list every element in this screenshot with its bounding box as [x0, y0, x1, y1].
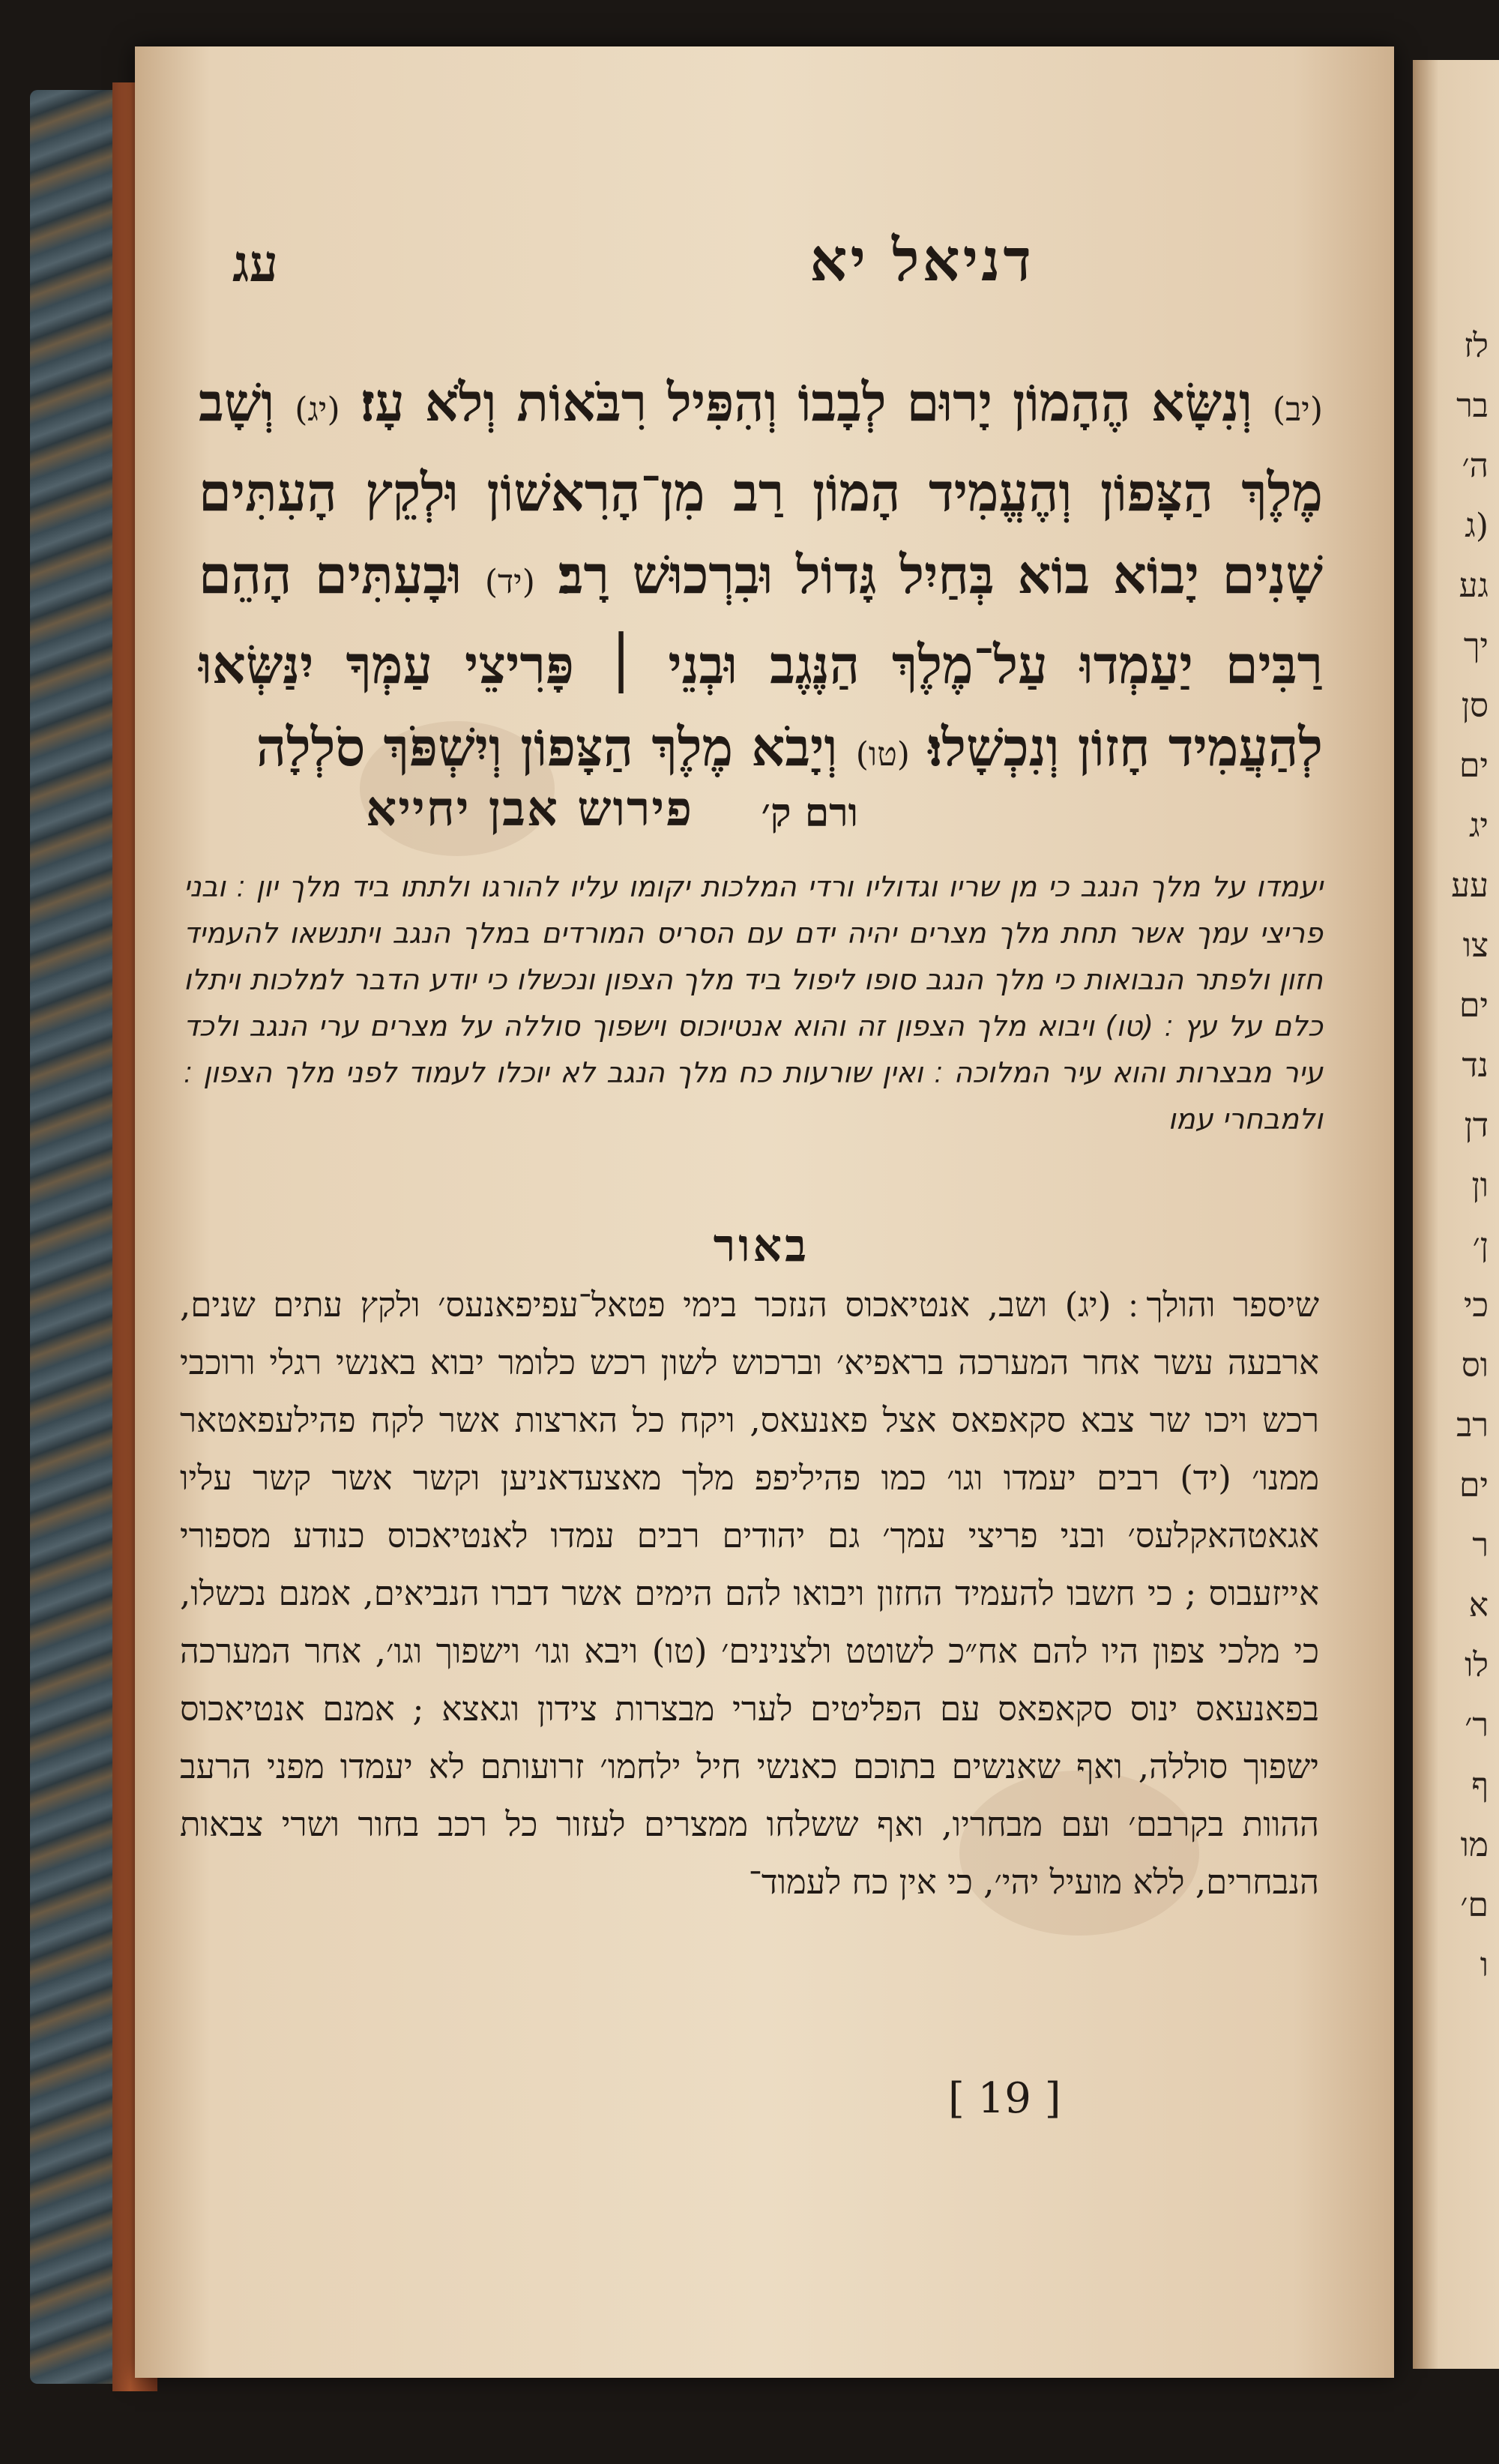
facing-page-fragment: ים — [1459, 986, 1489, 1025]
facing-page-fragment: צו — [1462, 927, 1489, 965]
verse-number: (יד) — [484, 563, 535, 601]
commentary-header — [199, 781, 1323, 856]
facing-page-fragment: בר — [1456, 387, 1489, 425]
verse-text: וְיָבֹא מֶלֶךְ הַצָּפוֹן וְיִשְׁפֹּךְ סֹלְלָה — [256, 716, 838, 778]
biur-title: באור — [713, 1220, 809, 1272]
facing-page-fragment: ה׳ — [1462, 447, 1489, 485]
facing-page-fragment: (ג — [1465, 507, 1489, 545]
catchword: ורם ק׳ — [761, 790, 858, 836]
page-title: דניאל יא — [809, 226, 1034, 295]
verse-text: וְנִשָּׂא הֶהָמוֹן יָרוּם לְבָבוֹ וְהִפִּיל רִבֹּאוֹת וְלֹא עָז׃ — [360, 371, 1252, 433]
verse-text: וְשָׁב מֶלֶךְ הַצָּפוֹן וְהֶעֱמִיד הָמוֹן רַב מִן־הָרִאשׁוֹן וּלְקֵץ הָעִתִּים שָׁנִים יָבוֹא בוֹא בְּחַיִל גָּדוֹל וּבִרְכוּשׁ רָב׃ — [199, 371, 1324, 606]
facing-page-fragment: וס — [1461, 1346, 1489, 1385]
facing-page-fragment: מו — [1460, 1826, 1489, 1864]
verse-text: וּבָעִתִּים הָהֵם רַבִּים יַעַמְדוּ עַל־מֶלֶךְ הַנֶּגֶב וּבְנֵי ׀ פָּרִיצֵי עַמְּךָ יִנַּשְּׂאוּ לְהַעֲמִיד חָזוֹן וְנִכְשָׁלוּ׃ — [199, 543, 1323, 778]
facing-page — [1413, 60, 1499, 2369]
verse-number: (טו) — [855, 735, 910, 774]
facing-page-fragment: עע — [1451, 867, 1489, 905]
facing-page-fragment: סן — [1461, 687, 1489, 725]
facing-page-fragment: גע — [1459, 567, 1489, 605]
facing-page-fragment: ים — [1459, 747, 1489, 785]
facing-page-fragment: לז — [1464, 327, 1489, 365]
facing-page-fragment: יג — [1468, 807, 1489, 845]
scripture-text — [199, 361, 1323, 796]
facing-page-fragment: ר׳ — [1465, 1706, 1489, 1744]
signature-mark: [ 19 ] — [948, 2074, 1061, 2123]
facing-page-fragment: ר — [1472, 1526, 1489, 1564]
facing-page-fragment: נד — [1462, 1046, 1489, 1085]
commentary-text: יעמדו על מלך הנגב כי מן שריו וגדוליו ורדי המלכות יקומו עליו להורגו ולתתו ביד מלך יון ׃ ובני פריצי עמך אשר תחת מלך מצרים יהיה ידם עם הסריס המורדים במלך הנגב ויתנשאו להעמיד חזון ולפתר הנבואות כי מלך הנגב סופו ליפול ביד מלך הצפון ונכשלו כי יודע הדבר למלכות ויתלו כלם על עץ ׃ (טו) ויבוא מלך הצפון זה והוא אנטיוכוס וישפוך סוללה על מצרים ערי הנגב ולכד עיר מבצרות והוא עיר המלוכה ׃ ואין שורעות כח מלך הנגב לא יוכלו לעמוד לפני מלך הצפון ׃ ולמבחרי עמו — [184, 870, 1323, 1136]
biur-text: שיספר והולך ׃ (יג) ושב, אנטיאכוס הנזכר בימי פטאל־עפיפאנעס׳ ולקץ עתים שנים, ארבעה עשר אחר המערכה בראפיא׳ וברכוש לשון רכש כלומר יבוא באנשי רגלי ורוכבי רכש ויכו שר צבא סקאפאס אצל פאנעאס, ויקח כל הארצות אשר לקח פהילעפאטאר ממנו׳ (יד) רבים יעמדו וגו׳ כמו פהיליפפ מלך מאצעדאניען וקשר אשר קשר עליו אגאטהאקלעס׳ ובני פריצי עמך׳ גם יהודים רבים עמדו לאנטיאכוס כנודע מספורי אייזעבוס ; כי חשבו להעמיד החזון ויבואו להם הימים אשר דברו הנביאים, אמנם נכשלו, כי מלכי צפון היו להם אח״כ לשוטט ולצנינים׳ (טו) ויבא וגו׳ וישפוך וגו׳, אחר המערכה בפאנעאס ינוס סקאפאס עם הפליטים לערי מבצרות צידון וגאצא ; אמנם אנטיאכוס ישפוך סוללה, ואף שאנשים בתוכם כאנשי חיל ילחמו׳ זרועותם לא יעמדו מפני הרעב ההוות בקרבם׳ ועם מבחריו, ואף ששלחו ממצרים לעזור כל רכב בחור ושרי צבאות הנבחרים, ללא מועיל יהי׳, כי אין כח לעמוד־ — [180, 1285, 1319, 1902]
book-page — [135, 46, 1394, 2378]
facing-page-fragment: ף — [1471, 1766, 1489, 1804]
facing-page-fragment: יך — [1463, 627, 1489, 665]
facing-page-fragment: ן׳ — [1472, 1226, 1489, 1265]
page-number: עג — [232, 234, 278, 294]
verse-number: (יג) — [295, 391, 340, 429]
facing-page-fragment: כי — [1463, 1286, 1489, 1325]
commentary-title: פירוש אבן יחייא — [366, 781, 693, 837]
facing-page-fragment: ים — [1459, 1466, 1489, 1504]
verse-number: (יב) — [1272, 391, 1323, 429]
facing-page-fragment: א — [1468, 1586, 1489, 1624]
facing-page-fragment: לו — [1465, 1646, 1489, 1684]
running-header — [232, 226, 1319, 309]
facing-page-fragment: ון — [1471, 1166, 1489, 1205]
facing-page-fragment: דן — [1464, 1106, 1489, 1145]
facing-page-fragment: ם׳ — [1460, 1886, 1489, 1924]
facing-page-fragment: רב — [1456, 1406, 1489, 1445]
facing-page-fragment: ו — [1480, 1946, 1489, 1984]
